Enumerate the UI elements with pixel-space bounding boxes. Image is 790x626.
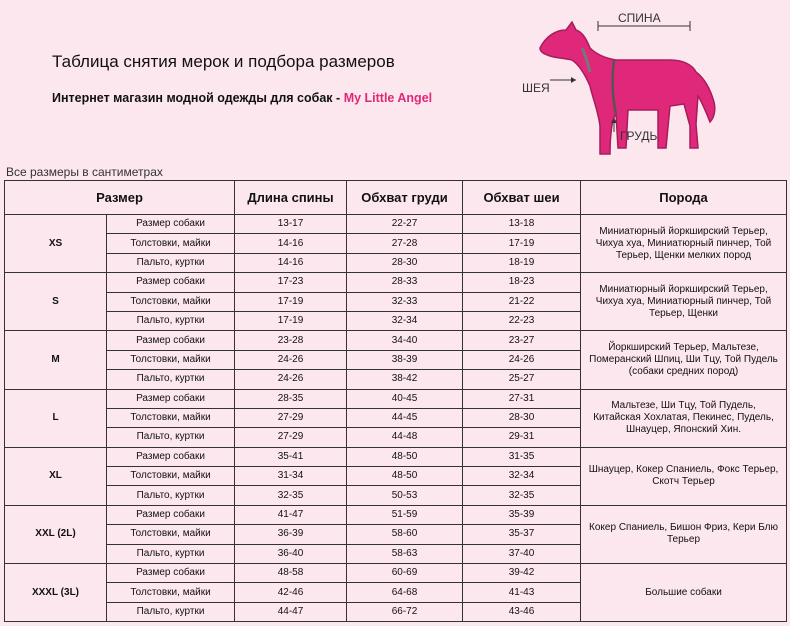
chest-value: 32-33: [347, 292, 463, 311]
chest-value: 44-48: [347, 428, 463, 447]
neck-value: 35-37: [463, 525, 581, 544]
size-code: XL: [5, 447, 107, 505]
size-code: XS: [5, 215, 107, 273]
label-neck: ШЕЯ: [522, 81, 550, 95]
neck-value: 31-35: [463, 447, 581, 466]
neck-value: 24-26: [463, 350, 581, 369]
table-row: [5, 389, 787, 408]
row-label: Толстовки, майки: [107, 292, 235, 311]
back-value: 17-19: [235, 311, 347, 330]
back-value: 31-34: [235, 467, 347, 486]
back-value: 48-58: [235, 564, 347, 583]
neck-value: 37-40: [463, 544, 581, 563]
row-label: Размер собаки: [107, 564, 235, 583]
back-value: 14-16: [235, 234, 347, 253]
chest-value: 66-72: [347, 602, 463, 621]
back-value: 42-46: [235, 583, 347, 602]
neck-value: 32-35: [463, 486, 581, 505]
back-value: 14-16: [235, 253, 347, 272]
table-row: [5, 331, 787, 350]
breed-cell: Йоркширский Терьер, Мальтезе, Померанский Шпиц, Ши Тцу, Той Пудель (собаки средних пород): [581, 331, 787, 389]
breed-cell: Большие собаки: [581, 564, 787, 622]
label-back: СПИНА: [618, 11, 661, 25]
size-code: S: [5, 273, 107, 331]
neck-value: 35-39: [463, 505, 581, 524]
back-value: 17-23: [235, 273, 347, 292]
chest-value: 27-28: [347, 234, 463, 253]
row-label: Размер собаки: [107, 273, 235, 292]
chest-value: 60-69: [347, 564, 463, 583]
back-value: 36-40: [235, 544, 347, 563]
size-code: XXXL (3L): [5, 564, 107, 622]
back-value: 35-41: [235, 447, 347, 466]
row-label: Пальто, куртки: [107, 370, 235, 389]
row-label: Толстовки, майки: [107, 408, 235, 427]
table-row: [5, 505, 787, 524]
back-value: 24-26: [235, 350, 347, 369]
neck-value: 18-19: [463, 253, 581, 272]
back-value: 23-28: [235, 331, 347, 350]
header-back: Длина спины: [235, 181, 347, 215]
label-chest: ГРУДЬ: [620, 129, 658, 143]
neck-value: 13-18: [463, 215, 581, 234]
neck-value: 28-30: [463, 408, 581, 427]
size-table: [4, 180, 787, 622]
row-label: Толстовки, майки: [107, 234, 235, 253]
neck-value: 18-23: [463, 273, 581, 292]
header-chest: Обхват груди: [347, 181, 463, 215]
row-label: Пальто, куртки: [107, 311, 235, 330]
back-value: 17-19: [235, 292, 347, 311]
table-row: [5, 215, 787, 234]
breed-cell: Миниатюрный йоркширский Терьер, Чихуа хуа, Миниатюрный пинчер, Той Терьер, Щенки: [581, 273, 787, 331]
row-label: Размер собаки: [107, 447, 235, 466]
back-value: 13-17: [235, 215, 347, 234]
back-value: 27-29: [235, 428, 347, 447]
chest-value: 28-30: [347, 253, 463, 272]
row-label: Пальто, куртки: [107, 602, 235, 621]
row-label: Толстовки, майки: [107, 350, 235, 369]
units-note: Все размеры в сантиметрах: [6, 165, 163, 179]
row-label: Пальто, куртки: [107, 253, 235, 272]
chest-value: 32-34: [347, 311, 463, 330]
row-label: Толстовки, майки: [107, 583, 235, 602]
chest-value: 50-53: [347, 486, 463, 505]
neck-value: 27-31: [463, 389, 581, 408]
row-label: Размер собаки: [107, 505, 235, 524]
page-subtitle: [52, 91, 432, 105]
back-value: 32-35: [235, 486, 347, 505]
breed-cell: Кокер Спаниель, Бишон Фриз, Кери Блю Терьер: [581, 505, 787, 563]
chest-value: 64-68: [347, 583, 463, 602]
size-code: M: [5, 331, 107, 389]
breed-cell: Мальтезе, Ши Тцу, Той Пудель, Китайская Хохлатая, Пекинес, Пудель, Шнауцер, Японский Хин.: [581, 389, 787, 447]
subtitle-prefix: Интернет магазин модной одежды для собак -: [52, 91, 344, 105]
chest-value: 40-45: [347, 389, 463, 408]
header-breed: Порода: [581, 181, 787, 215]
back-value: 24-26: [235, 370, 347, 389]
chest-value: 44-45: [347, 408, 463, 427]
chest-value: 38-39: [347, 350, 463, 369]
row-label: Пальто, куртки: [107, 428, 235, 447]
back-value: 27-29: [235, 408, 347, 427]
neck-value: 43-46: [463, 602, 581, 621]
chest-value: 34-40: [347, 331, 463, 350]
breed-cell: Шнауцер, Кокер Спаниель, Фокс Терьер, Скотч Терьер: [581, 447, 787, 505]
row-label: Пальто, куртки: [107, 486, 235, 505]
chest-value: 58-60: [347, 525, 463, 544]
page-title: Таблица снятия мерок и подбора размеров: [52, 52, 395, 71]
neck-value: 17-19: [463, 234, 581, 253]
neck-value: 29-31: [463, 428, 581, 447]
chest-value: 22-27: [347, 215, 463, 234]
table-row: [5, 564, 787, 583]
row-label: Пальто, куртки: [107, 544, 235, 563]
size-table-body: [5, 215, 787, 622]
back-value: 44-47: [235, 602, 347, 621]
header-neck: Обхват шеи: [463, 181, 581, 215]
table-header-row: [5, 181, 787, 215]
size-code: XXL (2L): [5, 505, 107, 563]
back-value: 36-39: [235, 525, 347, 544]
chest-value: 58-63: [347, 544, 463, 563]
row-label: Размер собаки: [107, 215, 235, 234]
chest-value: 48-50: [347, 447, 463, 466]
size-code: L: [5, 389, 107, 447]
chest-value: 38-42: [347, 370, 463, 389]
neck-value: 39-42: [463, 564, 581, 583]
neck-value: 32-34: [463, 467, 581, 486]
neck-value: 23-27: [463, 331, 581, 350]
back-value: 28-35: [235, 389, 347, 408]
row-label: Толстовки, майки: [107, 467, 235, 486]
header-size: Размер: [5, 181, 235, 215]
back-value: 41-47: [235, 505, 347, 524]
brand-name: My Little Angel: [343, 91, 433, 105]
row-label: Толстовки, майки: [107, 525, 235, 544]
table-row: [5, 273, 787, 292]
neck-value: 21-22: [463, 292, 581, 311]
neck-value: 22-23: [463, 311, 581, 330]
neck-value: 41-43: [463, 583, 581, 602]
neck-value: 25-27: [463, 370, 581, 389]
chest-value: 28-33: [347, 273, 463, 292]
table-row: [5, 447, 787, 466]
chest-value: 48-50: [347, 467, 463, 486]
row-label: Размер собаки: [107, 389, 235, 408]
chest-value: 51-59: [347, 505, 463, 524]
breed-cell: Миниатюрный йоркширский Терьер, Чихуа хуа, Миниатюрный пинчер, Той Терьер, Щенки мелких пород: [581, 215, 787, 273]
dog-measurement-diagram: [520, 6, 730, 166]
row-label: Размер собаки: [107, 331, 235, 350]
